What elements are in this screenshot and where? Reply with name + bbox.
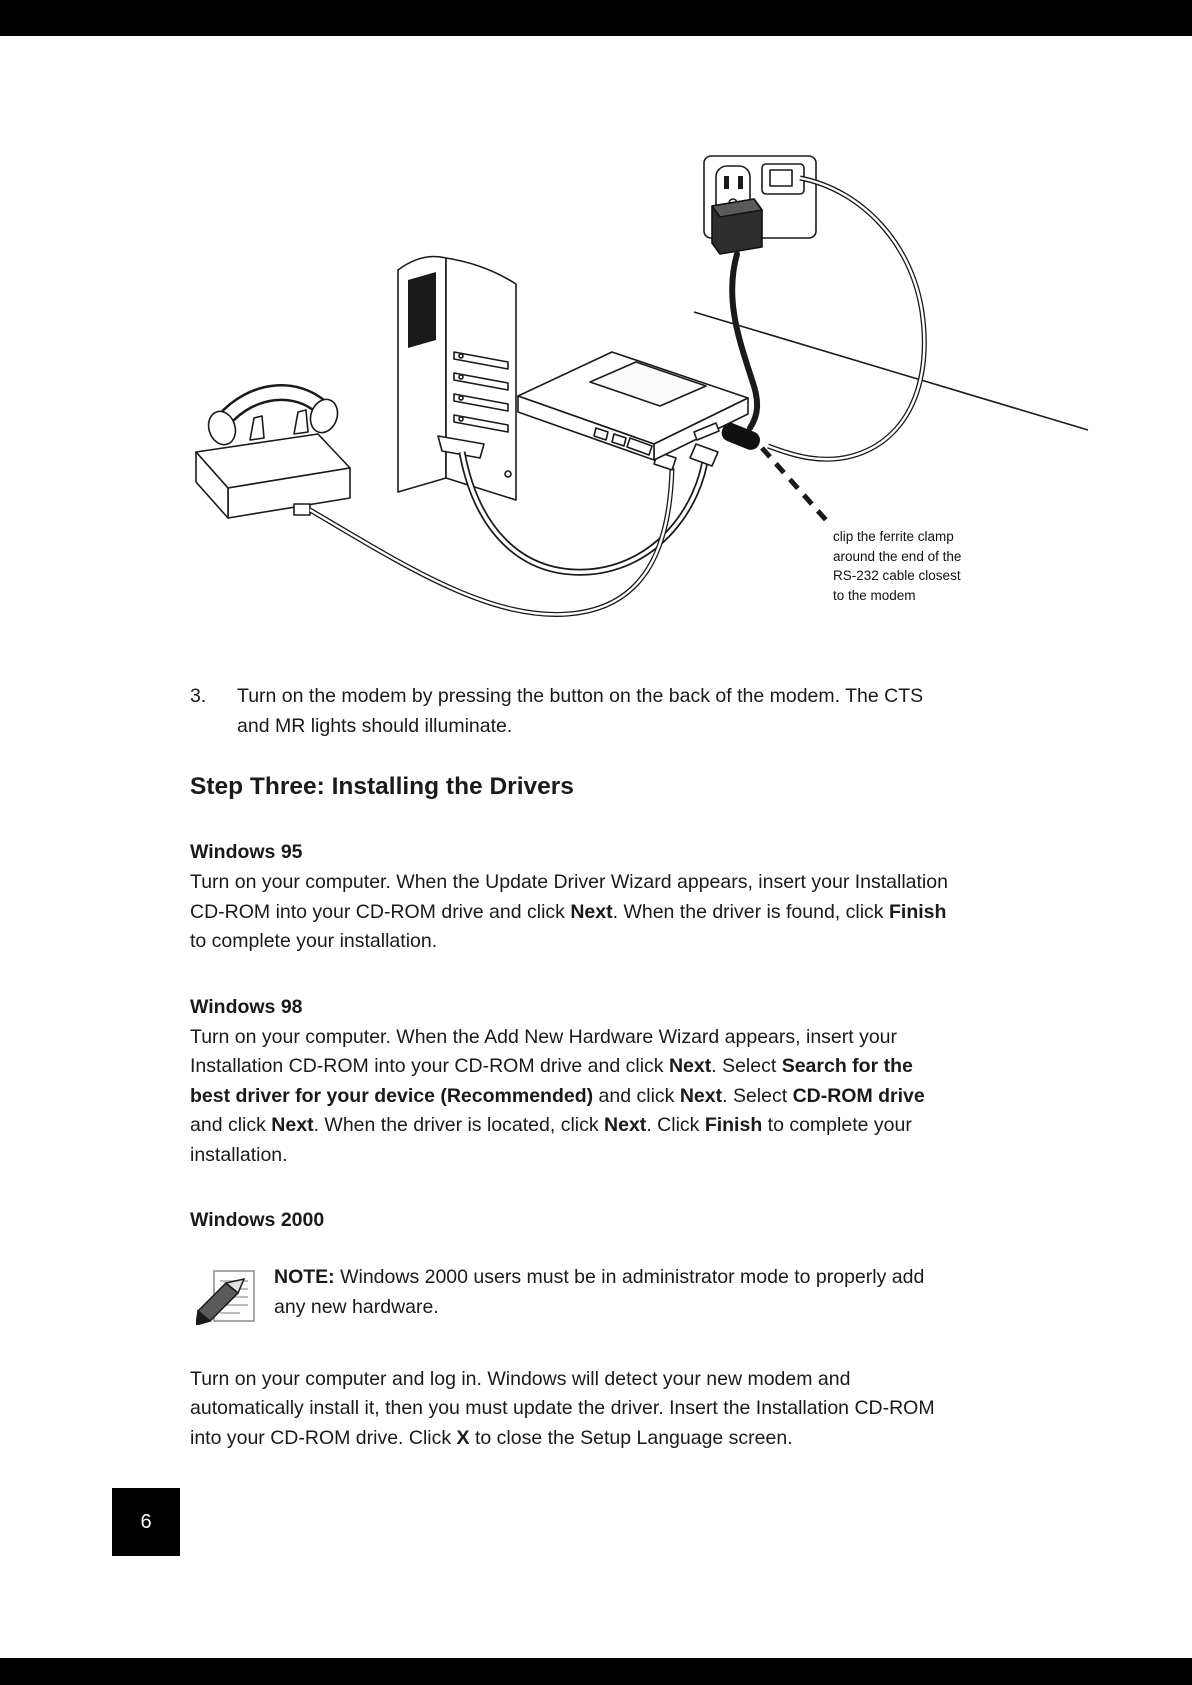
setup-illustration xyxy=(0,0,1192,660)
surface-edge-line xyxy=(694,312,1088,430)
computer-tower xyxy=(398,257,516,501)
modem xyxy=(518,352,748,460)
windows98-paragraph: Turn on your computer. When the Add New Hardware Wizard appears, insert your Installation CD-ROM into your CD-ROM drive and click Next. Select Search for the best driver for your device (Recommended) and click Next. Select CD-ROM drive and click Next. When the driver is located, click Next. Click Finish to complete your installation. xyxy=(190,1025,925,1166)
page-number: 6 xyxy=(140,1510,152,1533)
power-adapter xyxy=(712,199,762,254)
page-content xyxy=(190,680,955,1453)
section-heading: Step Three: Installing the Drivers xyxy=(190,773,574,800)
windows2000-heading: Windows 2000 xyxy=(190,1209,325,1231)
step-3-item xyxy=(190,682,955,741)
telephone xyxy=(196,393,350,518)
windows95-paragraph: Turn on your computer. When the Update Driver Wizard appears, insert your Installation CD-ROM into your CD-ROM drive and click Next. When the driver is found, click Finish to complete your installation. xyxy=(190,871,948,952)
closing-paragraph: Turn on your computer and log in. Windows will detect your new modem and automatically install it, then you must update the driver. Insert the Installation CD-ROM into your CD-ROM drive. Click X to close the Setup Language screen. xyxy=(190,1367,935,1449)
bottom-black-bar xyxy=(0,1658,1192,1685)
step-3-number: 3. xyxy=(190,685,207,707)
windows95-heading: Windows 95 xyxy=(190,841,303,863)
page-number-box xyxy=(112,1488,180,1556)
note-icon xyxy=(196,1267,258,1335)
note-block xyxy=(190,1263,955,1335)
ferrite-callout: clip the ferrite clamp around the end of the RS-232 cable closest to the modem xyxy=(833,529,962,603)
windows98-heading: Windows 98 xyxy=(190,995,303,1018)
step-3-text: Turn on the modem by pressing the button on the back of the modem. The CTS and MR lights should illuminate. xyxy=(237,685,924,737)
ferrite-clamp xyxy=(720,421,762,451)
note-text: NOTE: Windows 2000 users must be in administrator mode to properly add any new hardware. xyxy=(274,1266,925,1318)
setup-illustration-drawing xyxy=(0,0,1192,660)
